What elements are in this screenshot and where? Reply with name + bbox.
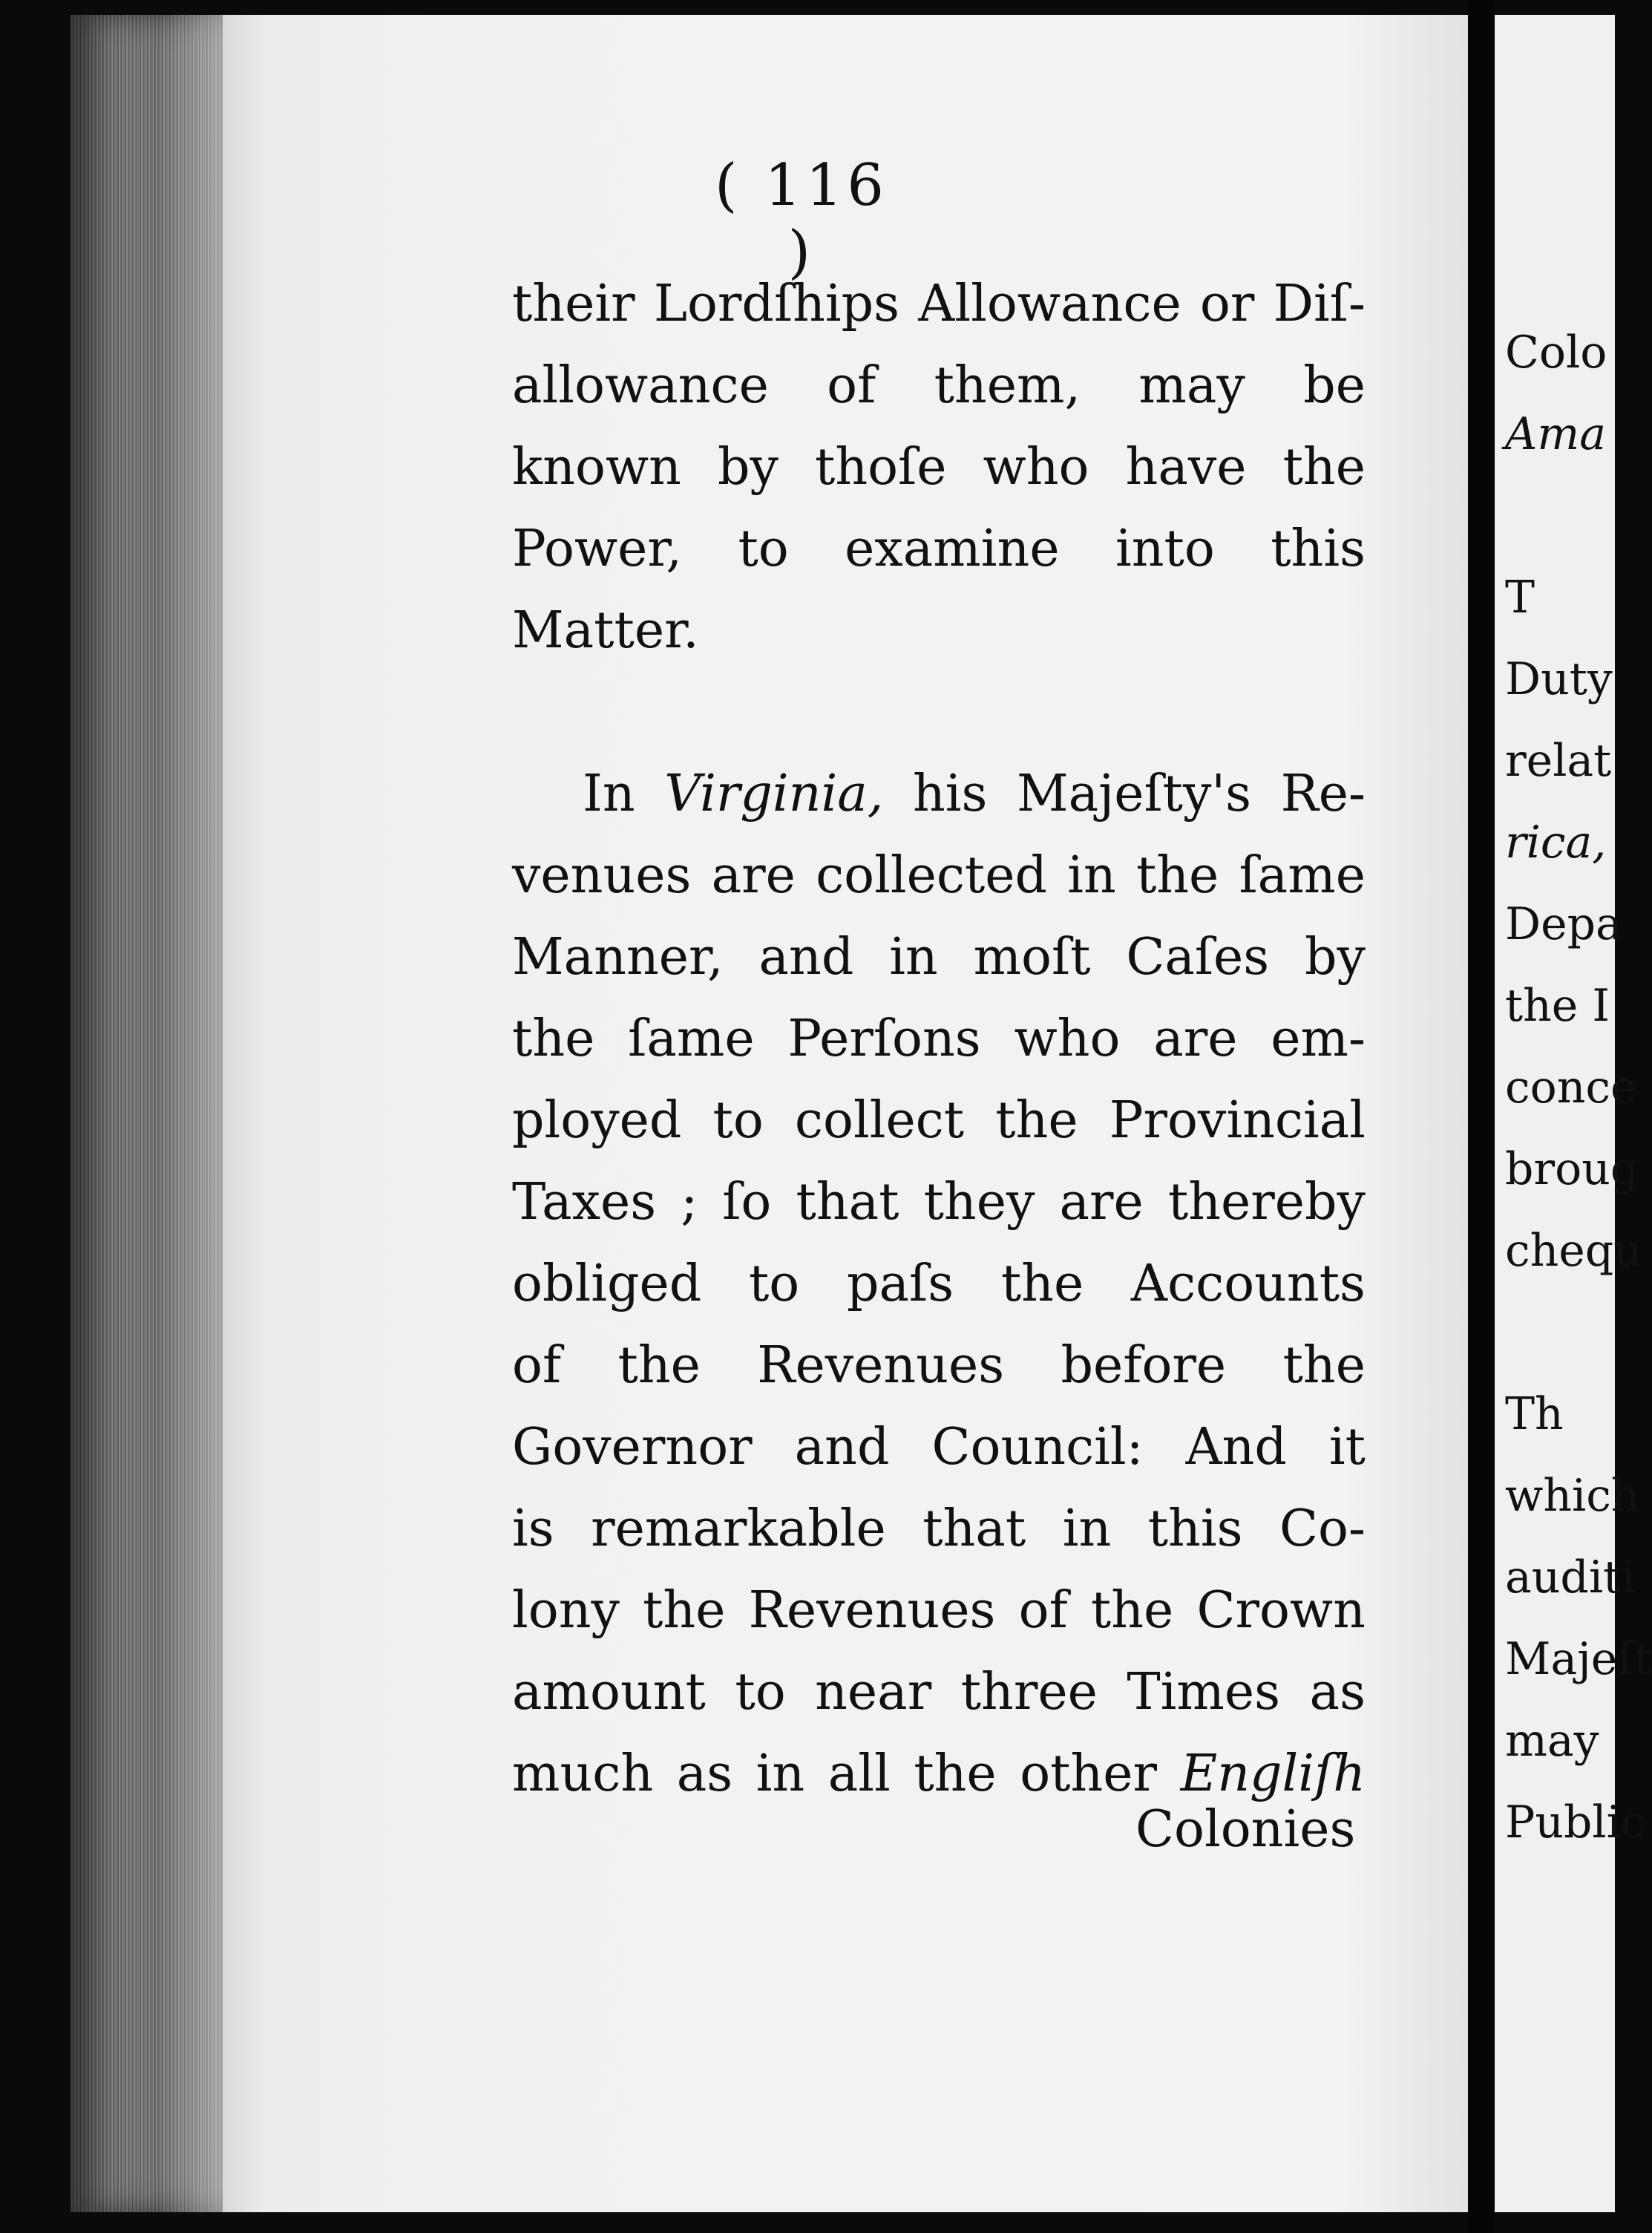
facing-text-fragment: Th [1505,1388,1564,1440]
word: Re- [1280,765,1366,823]
facing-text-fragment [1505,1292,1652,1373]
word: by [718,438,779,497]
text-line [512,998,1366,1080]
word: the [1282,1336,1366,1395]
word: before [1061,1336,1227,1395]
page-edges [71,15,234,2212]
word: much [512,1745,654,1803]
facing-text-fragment: rica, [1505,817,1607,869]
word: examine [845,520,1060,578]
facing-text-fragment: Colo [1505,327,1607,379]
word: in [755,1745,805,1803]
facing-text-fragment: Duty [1505,653,1613,705]
facing-text-fragment: Majeſt [1505,1633,1652,1685]
word: the [1282,438,1366,497]
word: to [712,1091,764,1150]
text-line [512,1243,1366,1325]
word: them, [934,356,1081,415]
word: and [758,928,854,987]
text-line [512,264,1366,345]
word: Power, [512,520,683,578]
word: em- [1271,1010,1366,1068]
word: may [1138,356,1245,415]
text-line [512,1325,1366,1407]
word: Virginia, [664,765,884,823]
gutter [1468,0,1495,2233]
text-line [512,1652,1366,1733]
facing-text-fragment: Public [1505,1796,1646,1848]
word: are [711,846,796,905]
facing-text-fragment [1505,475,1652,557]
word: Lordſhips [653,275,900,333]
word: Perſons [787,1010,981,1068]
word: that [922,1500,1026,1558]
word: are [1059,1173,1144,1232]
word: be [1303,356,1366,415]
word: Governor [512,1418,753,1477]
word: to [748,1255,800,1313]
text-line [512,1162,1366,1243]
word: as [1309,1663,1366,1722]
word: amount [512,1663,706,1722]
word: ſame [1239,846,1366,905]
word: the [914,1745,997,1803]
word: of [512,1336,562,1395]
word: near [815,1663,932,1722]
text-line [512,1488,1366,1570]
text-line [512,1407,1366,1488]
facing-text-fragment: T [1505,572,1535,624]
word: to [738,520,789,578]
word: Council: [931,1418,1144,1477]
word: collected [816,846,1048,905]
text-line [512,835,1366,917]
facing-text-fragment: conce [1505,1062,1637,1114]
word: the [1090,1581,1174,1640]
word: have [1125,438,1247,497]
word: the [643,1581,726,1640]
word: to [735,1663,786,1722]
word: who [1014,1010,1121,1068]
word: collect [794,1091,965,1150]
word: Accounts [1130,1255,1366,1313]
text-line [512,427,1366,509]
word: allowance [512,356,769,415]
word: Caſes [1126,928,1270,987]
word: In [583,765,635,823]
facing-text-fragment: the I [1505,980,1610,1032]
facing-text-fragment: auditi [1505,1552,1636,1603]
word: of [1018,1581,1068,1640]
text-line [512,753,1366,835]
word: Allowance [918,275,1181,333]
word: Matter. [512,601,699,660]
word: And [1185,1418,1287,1477]
word: ployed [512,1091,682,1150]
text-line [512,1570,1366,1652]
word: in [889,928,938,987]
word: this [1271,520,1366,578]
word: the [995,1091,1078,1150]
body-text [512,264,1366,1815]
word: as [676,1745,733,1803]
word: Provincial [1109,1091,1366,1150]
word: this [1147,1500,1243,1558]
text-line [512,509,1366,590]
word: are [1153,1010,1238,1068]
paragraph-break [512,672,1366,753]
word: of [827,356,876,415]
catchword: Colonies [1135,1800,1356,1859]
word: venues [512,846,692,905]
facing-text-fragment: chequ [1505,1225,1642,1277]
word: the [1135,846,1219,905]
word: remarkable [591,1500,886,1558]
facing-page [1495,15,1652,2212]
word: who [983,438,1089,497]
word: the [617,1336,701,1395]
word: or [1199,275,1255,333]
word: ſame [628,1010,755,1068]
word: thoſe [815,438,947,497]
word: paſs [846,1255,954,1313]
facing-text-fragment: Ama [1505,408,1606,460]
text-line [512,590,1366,672]
word: in [1067,846,1116,905]
word: it [1328,1418,1366,1477]
word: and [794,1418,890,1477]
word: known [512,438,681,497]
facing-text-fragment: broug [1505,1143,1639,1195]
word: ſo [722,1173,772,1232]
word: Diſ- [1273,275,1366,333]
word: obliged [512,1255,702,1313]
facing-text-fragment: may [1505,1715,1599,1767]
text-line [512,345,1366,427]
word: ; [681,1173,698,1232]
word: moſt [973,928,1091,987]
word: three [960,1663,1098,1722]
word: Revenues [748,1581,996,1640]
word: Revenues [757,1336,1005,1395]
text-line [512,917,1366,998]
word: in [1062,1500,1112,1558]
word: thereby [1167,1173,1366,1232]
word: Manner, [512,928,724,987]
word: Co- [1279,1500,1366,1558]
facing-text-fragment: relat [1505,735,1612,787]
word: they [923,1173,1035,1232]
facing-page-text [1505,312,1652,1863]
word: that [796,1173,899,1232]
word: the [1000,1255,1084,1313]
word: by [1305,928,1366,987]
word: is [512,1500,554,1558]
word: Taxes [512,1173,657,1232]
word: Crown [1196,1581,1366,1640]
word: Times [1127,1663,1281,1722]
word: all [827,1745,891,1803]
word: their [512,275,635,333]
facing-text-fragment: Depa [1505,898,1622,950]
word: Engliſh [1180,1745,1366,1803]
word: Majeſty's [1017,765,1251,823]
word: other [1020,1745,1158,1803]
facing-text-fragment: which [1505,1470,1640,1522]
word: lony [512,1581,620,1640]
word: into [1115,520,1215,578]
word: the [512,1010,595,1068]
page-number-heading: ( 116 ) [714,152,889,286]
text-line [512,1080,1366,1162]
word: his [912,765,988,823]
